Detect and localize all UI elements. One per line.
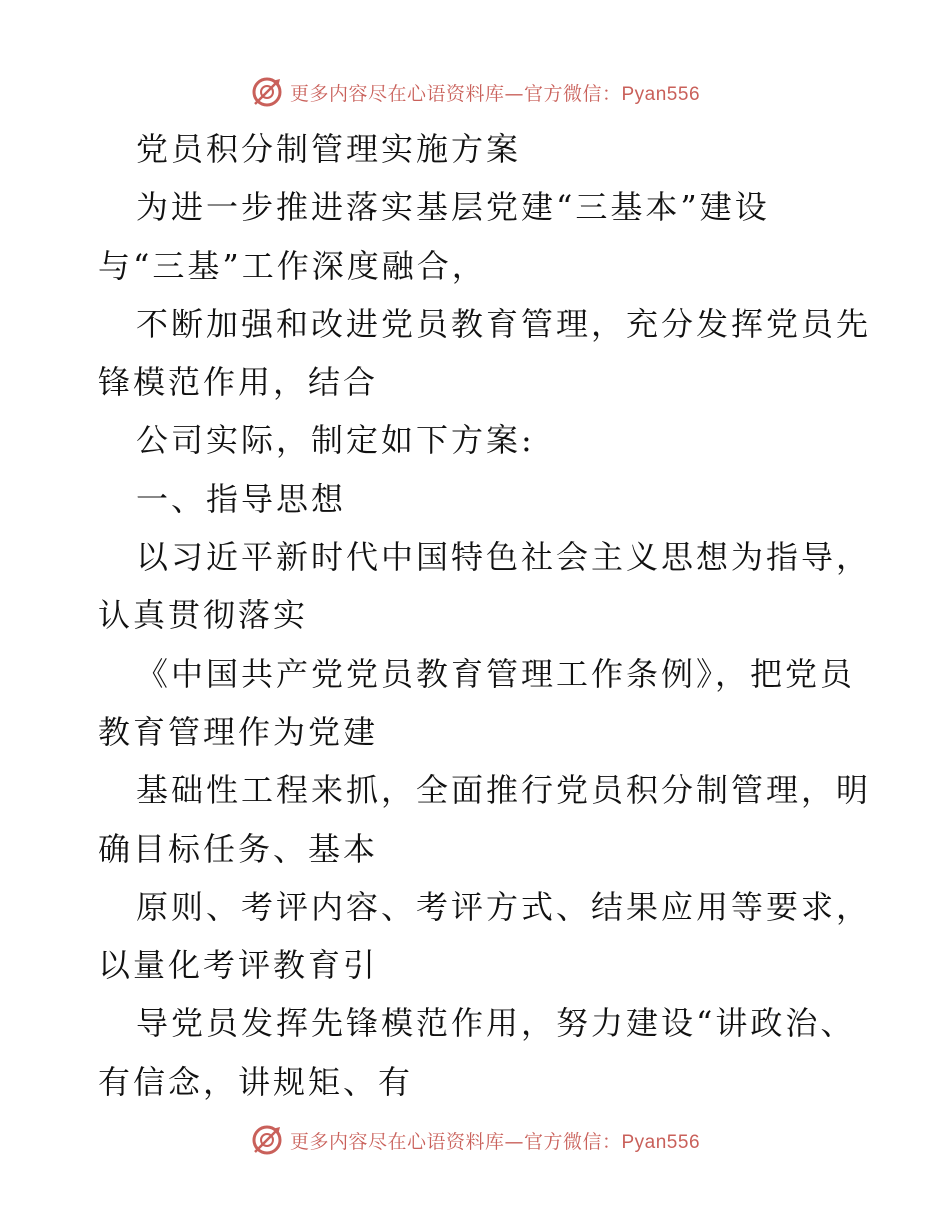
logo-icon [250,75,284,109]
text-line: 党员积分制管理实施方案 [136,130,522,168]
text-line: 与“三基”工作深度融合， [98,246,487,285]
text-line: 公司实际，制定如下方案: [136,421,535,460]
watermark-text: 更多内容尽在心语资料库—官方微信：Pyan556 [289,1130,701,1153]
text-line: 以习近平新时代中国特色社会主义思想为指导， [136,538,872,577]
watermark-text: 更多内容尽在心语资料库—官方微信：Pyan556 [289,82,701,105]
text-line: 基础性工程来抓，全面推行党员积分制管理，明 [136,771,872,810]
text-line: 认真贯彻落实 [98,596,309,635]
text-line: 有信念，讲规矩、有 [98,1062,414,1101]
text-line: 锋模范作用，结合 [98,363,379,402]
header-watermark [0,72,950,112]
text-line: 教育管理作为党建 [98,712,379,751]
logo-icon [250,1123,284,1157]
text-line: 《中国共产党党员教育管理工作条例》，把党员 [136,654,856,693]
footer-watermark [0,1120,950,1160]
text-line: 确目标任务、基本 [98,829,379,868]
text-line: 原则、考评内容、考评方式、结果应用等要求， [136,887,872,926]
text-line: 以量化考评教育引 [98,946,379,985]
text-line: 为进一步推进落实基层党建“三基本”建设 [136,188,770,227]
text-line: 不断加强和改进党员教育管理，充分发挥党员先 [136,304,872,343]
document-body [98,120,872,1111]
text-line: 一、指导思想 [136,479,347,518]
text-line: 导党员发挥先锋模范作用，努力建设“讲政治、 [136,1004,856,1043]
